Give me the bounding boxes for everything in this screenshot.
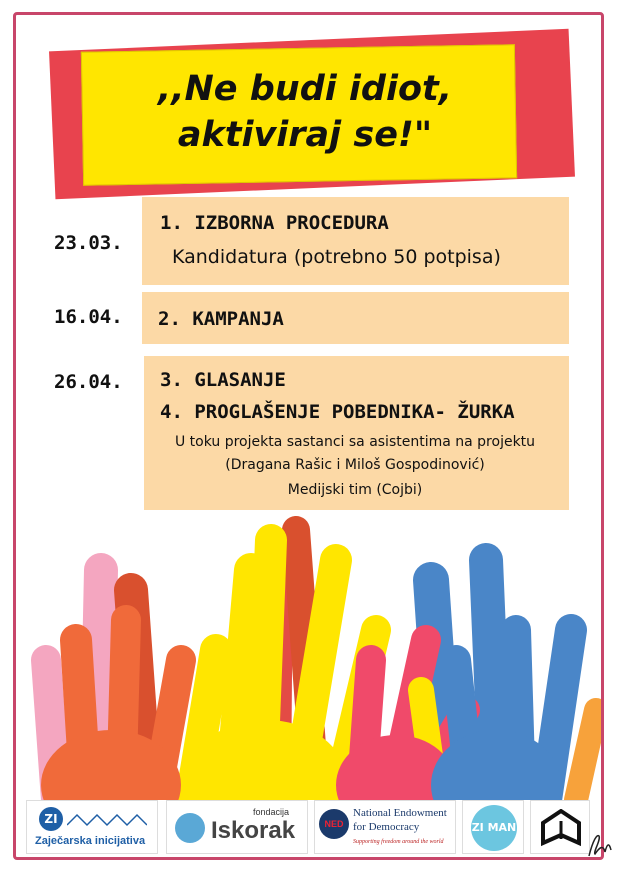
- step-1-title: 1. IZBORNA PROCEDURA: [160, 212, 389, 234]
- ned-tagline: Supporting freedom around the world: [353, 839, 444, 845]
- iskorak-circle-icon: [175, 813, 205, 843]
- title-line-2: aktiviraj se!": [177, 115, 433, 155]
- logo-book: [530, 800, 590, 854]
- logo-iskorak: [166, 800, 308, 854]
- date-3: 26.04.: [54, 371, 123, 393]
- iskorak-small-label: fondacija: [253, 807, 290, 817]
- zi-man-badge-icon: ZI MAN: [471, 805, 517, 851]
- hands-illustration: [16, 510, 601, 800]
- iskorak-label: Iskorak: [211, 817, 296, 844]
- logo-zi-man: [462, 800, 524, 854]
- ned-line-2: for Democracy: [353, 821, 420, 833]
- poster-title: [90, 66, 520, 158]
- logo-ned: [314, 800, 456, 854]
- logo-zajecarska: [26, 800, 158, 854]
- ned-line-1: National Endowment: [353, 807, 447, 819]
- ned-seal-icon: NED: [319, 809, 349, 839]
- step-1-detail: Kandidatura (potrebno 50 potpisa): [172, 246, 501, 268]
- step-box-1: [142, 197, 569, 285]
- zi-mark-icon: ZI: [39, 807, 63, 831]
- zajecarska-label: Zaječarska inicijativa: [35, 835, 146, 847]
- title-line-1: ,,Ne budi idiot,: [157, 69, 453, 109]
- sponsor-logos: [16, 796, 601, 858]
- book-logo-icon: [541, 809, 581, 847]
- step-3-title: 3. GLASANJE: [160, 369, 286, 391]
- note-line-2: (Dragana Rašic i Miloš Gospodinović): [225, 457, 485, 473]
- signature: [585, 830, 613, 860]
- step-2-title: 2. KAMPANJA: [158, 308, 284, 330]
- date-2: 16.04.: [54, 306, 123, 328]
- note-line-3: Medijski tim (Cojbi): [287, 482, 423, 498]
- date-1: 23.03.: [54, 232, 123, 254]
- step-4-title: 4. PROGLAŠENJE POBEDNIKA- ŽURKA: [160, 401, 515, 423]
- wave-line-icon: [67, 811, 147, 829]
- note-line-1: U toku projekta sastanci sa asistentima na projektu: [174, 434, 536, 450]
